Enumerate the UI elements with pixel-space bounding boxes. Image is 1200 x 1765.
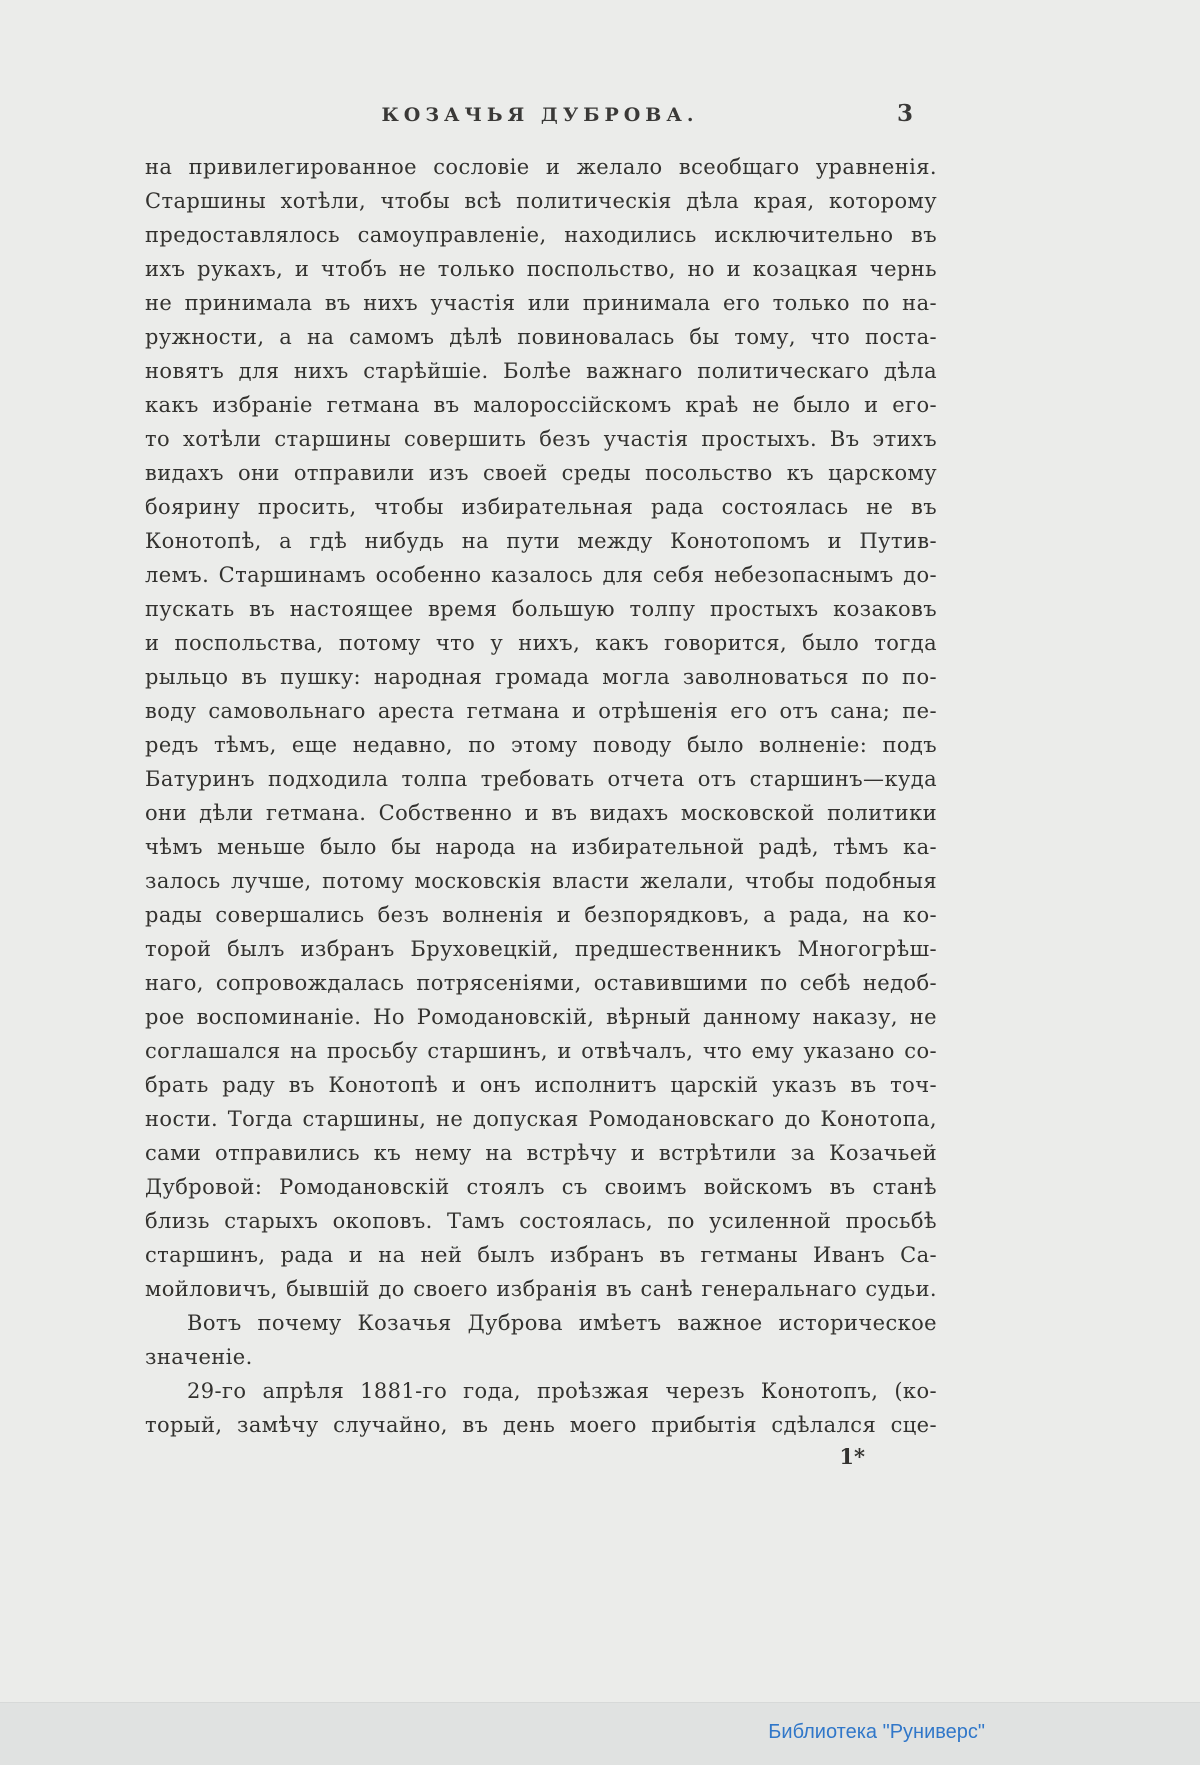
watermark-strip — [0, 1702, 1200, 1765]
text-line: Конотопѣ, а гдѣ нибудь на пути между Конотопомъ и Путив- — [145, 529, 937, 553]
text-line: брать раду въ Конотопѣ и онъ исполнитъ царскій указъ въ точ- — [145, 1073, 937, 1097]
page-header — [145, 100, 935, 138]
text-line: Старшины хотѣли, чтобы всѣ политическія дѣла края, которому — [145, 189, 937, 213]
running-title: КОЗАЧЬЯ ДУБРОВА. — [381, 104, 699, 126]
body-text — [145, 150, 937, 1469]
text-line: Дубровой: Ромодановскій стоялъ съ своимъ войскомъ въ станѣ — [145, 1175, 937, 1199]
text-line: ности. Тогда старшины, не допуская Ромодановскаго до Конотопа, — [145, 1107, 937, 1131]
text-line: и поспольства, потому что у нихъ, какъ говорится, было тогда — [145, 631, 937, 655]
text-line: наго, сопровождалась потрясеніями, оставившими по себѣ недоб- — [145, 971, 937, 995]
text-line: ихъ рукахъ, и чтобъ не только поспольство, но и козацкая чернь — [145, 257, 937, 281]
page-number: 3 — [896, 100, 913, 127]
text-line: рыльцо въ пушку: народная громада могла заволноваться по по- — [145, 665, 937, 689]
text-line: Батуринъ подходила толпа требовать отчета отъ старшинъ—куда — [145, 767, 937, 791]
text-line: боярину просить, чтобы избирательная рада состоялась не въ — [145, 495, 937, 519]
text-line: рады совершались безъ волненія и безпорядковъ, а рада, на ко- — [145, 903, 937, 927]
text-line: редъ тѣмъ, еще недавно, по этому поводу было волненіе: подъ — [145, 733, 937, 757]
text-line: не принимала въ нихъ участія или принимала его только по на- — [145, 291, 937, 315]
text-line: старшинъ, рада и на ней былъ избранъ въ гетманы Иванъ Са- — [145, 1243, 937, 1267]
text-line: видахъ они отправили изъ своей среды посольство къ царскому — [145, 461, 937, 485]
text-line: сами отправились къ нему на встрѣчу и встрѣтили за Козачьей — [145, 1141, 937, 1165]
text-line: мойловичъ, бывшій до своего избранія въ санѣ генеральнаго судьи. — [145, 1277, 937, 1301]
text-line: предоставлялось самоуправленіе, находились исключительно въ — [145, 223, 937, 247]
text-line: какъ избраніе гетмана въ малороссійскомъ краѣ не было и его- — [145, 393, 937, 417]
text-line: ружности, а на самомъ дѣлѣ повиновалась бы тому, что поста- — [145, 325, 937, 349]
text-line: воду самовольнаго ареста гетмана и отрѣшенія его отъ сана; пе- — [145, 699, 937, 723]
text-line: рое воспоминаніе. Но Ромодановскій, вѣрный данному наказу, не — [145, 1005, 937, 1029]
text-line: то хотѣли старшины совершить безъ участія простыхъ. Въ этихъ — [145, 427, 937, 451]
text-line: они дѣли гетмана. Собственно и въ видахъ московской политики — [145, 801, 937, 825]
text-line: лемъ. Старшинамъ особенно казалось для себя небезопаснымъ до- — [145, 563, 937, 587]
text-line: 29-го апрѣля 1881-го года, проѣзжая черезъ Конотопъ, (ко- — [187, 1379, 937, 1403]
text-line: залось лучше, потому московскія власти желали, чтобы подобныя — [145, 869, 937, 893]
text-line: близь старыхъ окоповъ. Тамъ состоялась, по усиленной просьбѣ — [145, 1209, 937, 1233]
text-line: новятъ для нихъ старѣйшіе. Болѣе важнаго политическаго дѣла — [145, 359, 937, 383]
text-line: пускать въ настоящее время большую толпу простыхъ козаковъ — [145, 597, 937, 621]
text-line: Вотъ почему Козачья Дуброва имѣетъ важное историческое — [187, 1311, 937, 1335]
text-line: соглашался на просьбу старшинъ, и отвѣчалъ, что ему указано со- — [145, 1039, 937, 1063]
text-line: значеніе. — [145, 1345, 253, 1369]
signature-mark: 1* — [839, 1444, 865, 1469]
watermark-text: Библиотека "Руниверс" — [768, 1721, 985, 1743]
text-line: на привилегированное сословіе и желало всеобщаго уравненія. — [145, 155, 937, 179]
text-line: торой былъ избранъ Бруховецкій, предшественникъ Многогрѣш- — [145, 937, 937, 961]
text-line: чѣмъ меньше было бы народа на избирательной радѣ, тѣмъ ка- — [145, 835, 937, 859]
text-line: торый, замѣчу случайно, въ день моего прибытія сдѣлался сце- — [145, 1413, 937, 1437]
